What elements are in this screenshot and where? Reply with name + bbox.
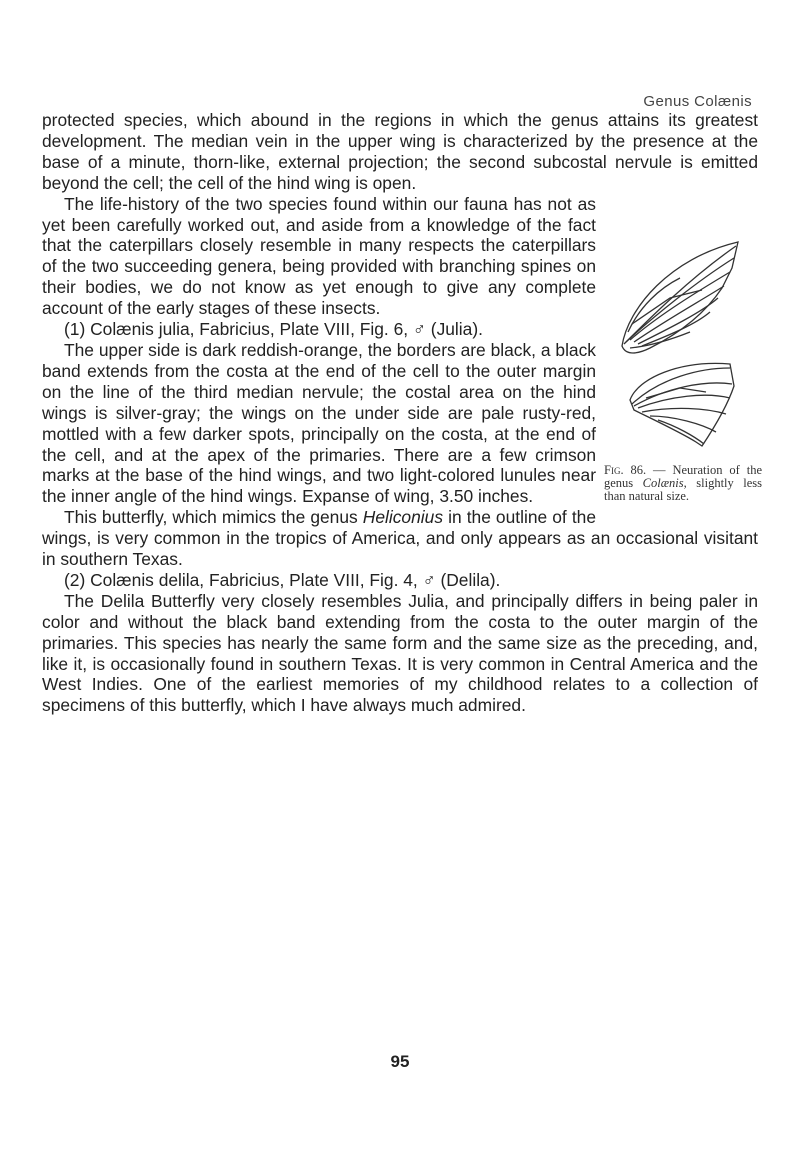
- figure-caption-text-b: , slightly less than natural size.: [604, 475, 762, 503]
- running-head: Genus Colænis: [643, 93, 752, 110]
- page-number: 95: [390, 1052, 410, 1071]
- wing-neuration-illustration: [610, 228, 750, 468]
- paragraph-1: protected species, which abound in the regions in which the genus attains its greatest development. The median vein in the upper wing is characterized by the presence at the base of a minute, thorn-like, external projection; the second subcostal nervule is emitted beyond the cell; the cell of the hind wing is open.: [42, 110, 758, 193]
- species-heading-delila: (2) Colænis delila, Fabricius, Plate VIII, Fig. 4, ♂ (Delila).: [64, 569, 501, 590]
- paragraph-delila-description: The Delila Butterfly very closely resembles Julia, and principally differs in being paler in color and without the black band extending from the costa to the outer margin of the primaries. This species has nearly the same form and the same size as the preceding, and, like it, is occasionally found in southern Texas. It is very common in Central America and the West Indies. One of the earliest memories of my childhood relates to a collection of specimens of this butterfly, which I have always much admired.: [42, 590, 758, 716]
- figure-caption-label: Fig. 86.: [604, 462, 647, 477]
- figure-caption: [604, 464, 762, 503]
- figure-caption-text-a: — Neuration of the genus: [604, 462, 762, 490]
- page-body: [42, 110, 762, 716]
- mimicry-text-b: in the outline of the wings, is very common in the tropics of America, and only appears as an occasional visitant in southern Texas.: [42, 507, 758, 570]
- figure-neuration: [604, 194, 762, 516]
- mimicry-text-a: This butterfly, which mimics the genus: [64, 507, 363, 528]
- genus-heliconius: Heliconius: [362, 507, 444, 528]
- paragraph-julia-description: The upper side is dark reddish-orange, the borders are black, a black band extends from the costa at the end of the cell to the outer margin on the line of the third median nervule; the costal area on the hind wings is silver-gray; the wings on the under side are pale rusty-red, mottled with a few darker spots, principally on the costa, at the end of the cell, and at the apex of the primaries. There are a few crimson marks at the base of the hind wings, and two light-colored lunules near the inner angle of the hind wings. Expanse of wing, 3.50 inches.: [42, 339, 596, 507]
- paragraph-2: The life-history of the two species found within our fauna has not as yet been carefully worked out, and aside from a knowledge of the fact that the caterpillars closely resemble in many respects the caterpillars of the two succeeding genera, being provided with branching spines on their bodies, we do not know as yet enough to give any complete account of the early stages of these insects.: [42, 193, 596, 319]
- species-heading-julia: (1) Colænis julia, Fabricius, Plate VIII, Fig. 6, ♂ (Julia).: [64, 319, 483, 340]
- paragraph-julia-mimicry: [42, 507, 758, 570]
- figure-caption-genus: Colænis: [642, 475, 684, 490]
